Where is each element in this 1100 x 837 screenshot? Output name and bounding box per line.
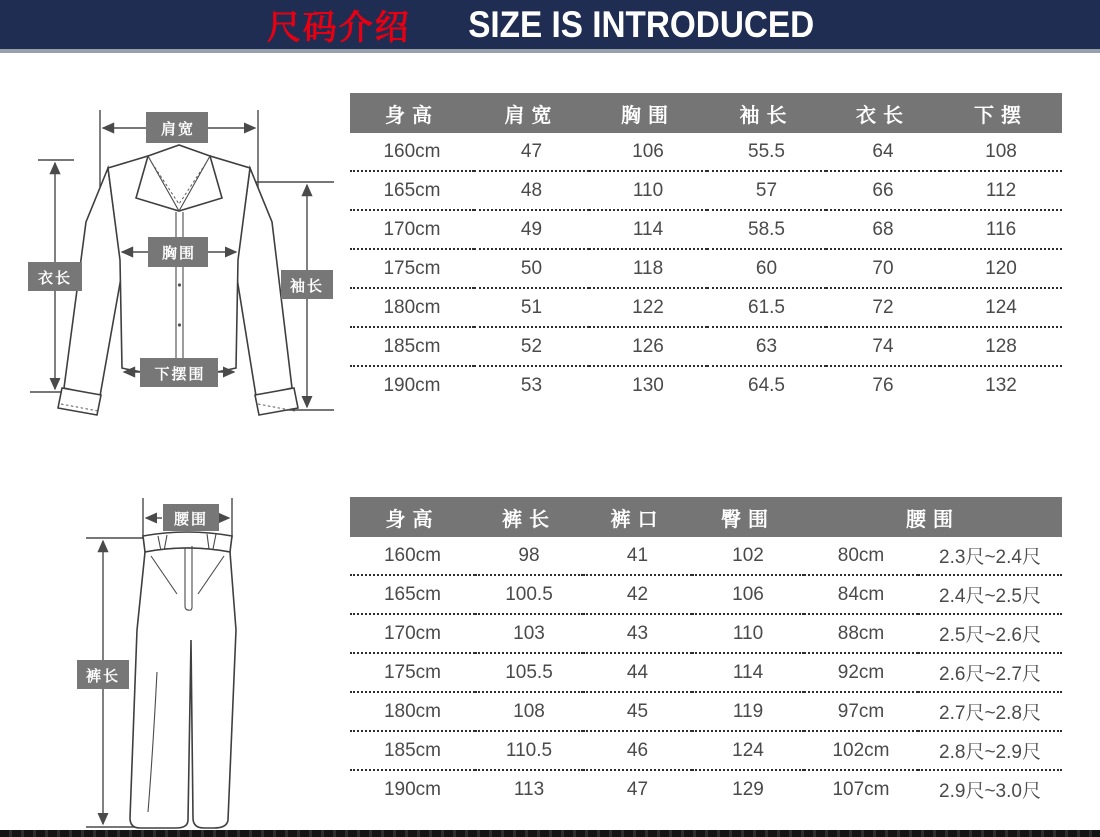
- pants-diagram: [0, 480, 345, 835]
- table-cell: 110: [692, 614, 804, 653]
- svg-text:袖长: 袖长: [289, 278, 325, 295]
- table-cell: 132: [985, 374, 1017, 396]
- table-row: [350, 366, 1062, 404]
- table-cell: 53: [520, 374, 543, 396]
- table-cell: 97cm: [804, 692, 918, 731]
- table-cell: 114: [692, 653, 804, 692]
- table-cell: 119: [692, 692, 804, 731]
- table-row: [350, 288, 1062, 327]
- page-title-english: SIZE IS INTRODUCED: [468, 3, 814, 45]
- table-cell: 118: [589, 249, 707, 288]
- table-cell: 84cm: [804, 575, 918, 614]
- table-cell: 43: [583, 614, 692, 653]
- table-row: [350, 133, 1062, 171]
- table-cell: 130: [632, 374, 664, 396]
- table-row: [350, 575, 1062, 614]
- column-header-length: 衣长: [826, 93, 940, 133]
- table-cell: 48: [474, 171, 589, 210]
- waist-label: [163, 504, 219, 531]
- pants-size-table: [350, 497, 1062, 808]
- column-header-shoulder: 肩宽: [474, 93, 589, 133]
- table-row: [350, 614, 1062, 653]
- table-cell: 110: [589, 171, 707, 210]
- table-cell: 52: [474, 327, 589, 366]
- column-header-hip: 臀围: [692, 497, 804, 537]
- page-header-banner: [0, 0, 1100, 49]
- table-row: [350, 171, 1062, 210]
- page-title-chinese: 尺码介绍: [266, 9, 411, 47]
- table-cell: 124: [692, 731, 804, 770]
- table-cell: 106: [692, 575, 804, 614]
- table-cell: 55.5: [707, 133, 826, 171]
- table-cell: 106: [589, 133, 707, 171]
- shirt-diagram: [0, 60, 345, 475]
- table-cell: 2.7尺~2.8尺: [918, 692, 1062, 731]
- table-cell: 42: [583, 575, 692, 614]
- table-cell: 110.5: [475, 731, 583, 770]
- table-cell: 66: [826, 171, 940, 210]
- table-cell: 114: [589, 210, 707, 249]
- column-header-sleeve: 袖长: [707, 93, 826, 133]
- table-cell: 2.9尺~3.0尺: [939, 781, 1041, 802]
- table-cell: 103: [475, 614, 583, 653]
- table-cell: 80cm: [804, 537, 918, 575]
- table-cell: 64: [826, 133, 940, 171]
- table-cell: 185cm: [350, 731, 475, 770]
- table-cell: 2.5尺~2.6尺: [918, 614, 1062, 653]
- table-cell: 175cm: [350, 249, 474, 288]
- table-cell: 47: [474, 133, 589, 171]
- table-cell: 61.5: [707, 288, 826, 327]
- shoulder-width-label: [146, 112, 208, 143]
- pants-table-header-row: [350, 497, 1062, 537]
- sleeve-length-label: [281, 270, 333, 299]
- table-cell: 45: [583, 692, 692, 731]
- table-cell: 44: [583, 653, 692, 692]
- chest-label: [148, 237, 208, 267]
- table-cell: 63: [707, 327, 826, 366]
- table-cell: 105.5: [475, 653, 583, 692]
- table-cell: 160cm: [350, 133, 474, 171]
- table-cell: 2.8尺~2.9尺: [918, 731, 1062, 770]
- table-cell: 74: [826, 327, 940, 366]
- table-cell: 190cm: [383, 778, 442, 800]
- column-header-waist: 腰围: [804, 497, 1062, 537]
- table-cell: 128: [940, 327, 1062, 366]
- svg-text:下摆围: 下摆围: [154, 366, 206, 383]
- table-row: [350, 653, 1062, 692]
- table-row: [350, 249, 1062, 288]
- table-cell: 122: [589, 288, 707, 327]
- table-cell: 120: [940, 249, 1062, 288]
- table-cell: 126: [589, 327, 707, 366]
- table-cell: 50: [474, 249, 589, 288]
- table-cell: 160cm: [350, 537, 475, 575]
- hem-label: [140, 358, 218, 387]
- table-cell: 46: [583, 731, 692, 770]
- table-cell: 41: [583, 537, 692, 575]
- pant-length-label: [77, 660, 129, 689]
- table-cell: 2.6尺~2.7尺: [918, 653, 1062, 692]
- table-cell: 49: [474, 210, 589, 249]
- table-cell: 112: [940, 171, 1062, 210]
- table-cell: 92cm: [804, 653, 918, 692]
- table-cell: 129: [732, 778, 764, 800]
- svg-text:肩宽: 肩宽: [160, 121, 196, 138]
- table-cell: 102cm: [804, 731, 918, 770]
- table-row: [350, 537, 1062, 575]
- table-row: [350, 327, 1062, 366]
- table-cell: 2.3尺~2.4尺: [918, 537, 1062, 575]
- table-cell: 102: [692, 537, 804, 575]
- table-row: [350, 770, 1062, 808]
- column-header-chest: 胸围: [589, 93, 707, 133]
- table-cell: 68: [826, 210, 940, 249]
- table-cell: 170cm: [350, 614, 475, 653]
- shirt-size-table: [350, 93, 1062, 404]
- column-header-leg-opening: 裤口: [583, 497, 692, 537]
- svg-text:裤长: 裤长: [85, 668, 121, 685]
- table-cell: 175cm: [350, 653, 475, 692]
- table-cell: 165cm: [350, 171, 474, 210]
- svg-text:腰围: 腰围: [173, 511, 209, 528]
- table-cell: 100.5: [475, 575, 583, 614]
- table-cell: 76: [872, 374, 894, 396]
- table-cell: 124: [940, 288, 1062, 327]
- table-cell: 180cm: [350, 288, 474, 327]
- svg-text:衣长: 衣长: [37, 270, 73, 287]
- table-cell: 185cm: [350, 327, 474, 366]
- table-cell: 165cm: [350, 575, 475, 614]
- table-cell: 70: [826, 249, 940, 288]
- table-cell: 113: [513, 778, 545, 800]
- table-cell: 107cm: [832, 778, 890, 800]
- table-cell: 190cm: [383, 374, 441, 396]
- table-cell: 64.5: [748, 374, 785, 396]
- table-cell: 108: [475, 692, 583, 731]
- shirt-table-header-row: [350, 93, 1062, 133]
- table-cell: 116: [940, 210, 1062, 249]
- svg-text:胸围: 胸围: [161, 245, 197, 262]
- table-row: [350, 731, 1062, 770]
- table-cell: 170cm: [350, 210, 474, 249]
- table-cell: 88cm: [804, 614, 918, 653]
- table-cell: 47: [626, 778, 649, 800]
- table-row: [350, 692, 1062, 731]
- table-cell: 180cm: [350, 692, 475, 731]
- table-row: [350, 210, 1062, 249]
- bottom-separator-bar: [0, 830, 1100, 837]
- garment-length-label: [28, 262, 82, 291]
- column-header-pant-length: 裤长: [475, 497, 583, 537]
- banner-underline: [0, 49, 1100, 53]
- column-header-height: 身高: [350, 93, 474, 133]
- table-cell: 72: [826, 288, 940, 327]
- table-cell: 58.5: [707, 210, 826, 249]
- table-cell: 57: [707, 171, 826, 210]
- column-header-hem: 下摆: [940, 93, 1062, 133]
- table-cell: 60: [707, 249, 826, 288]
- column-header-height: 身高: [350, 497, 475, 537]
- table-cell: 2.4尺~2.5尺: [918, 575, 1062, 614]
- table-cell: 108: [940, 133, 1062, 171]
- table-cell: 98: [475, 537, 583, 575]
- table-cell: 51: [474, 288, 589, 327]
